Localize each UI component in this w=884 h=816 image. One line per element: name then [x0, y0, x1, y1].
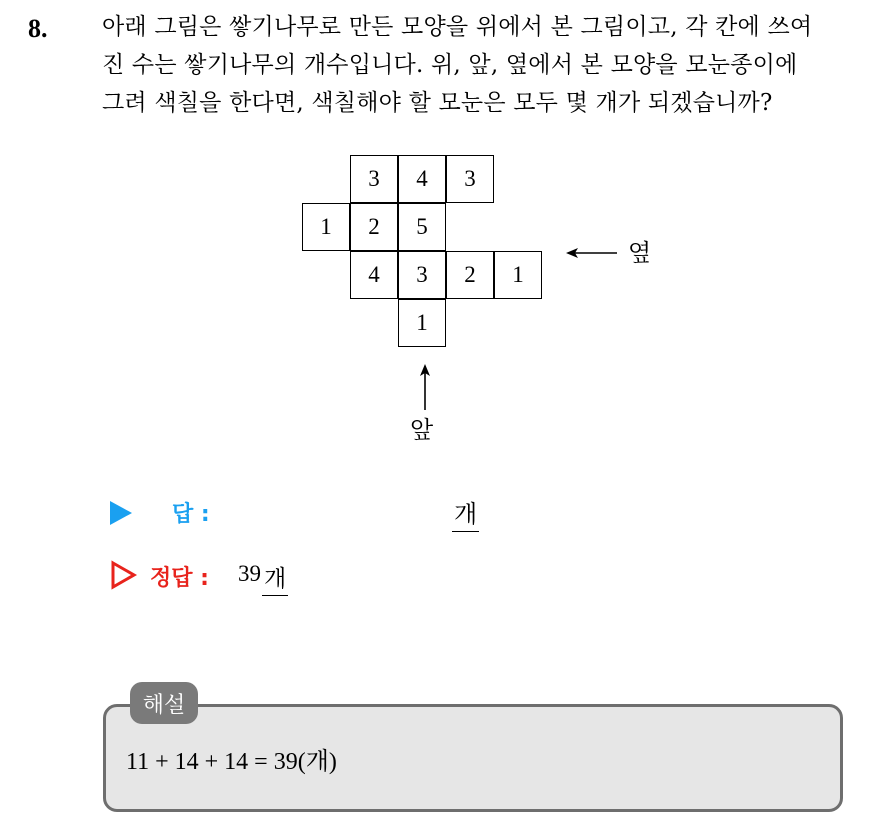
filled-triangle-icon	[110, 501, 132, 525]
grid-cell: 3	[398, 251, 446, 299]
grid-cell: 1	[398, 299, 446, 347]
grid-cell: 1	[302, 203, 350, 251]
answer-label: 답 :	[172, 502, 210, 527]
correct-answer-value: 39	[238, 561, 261, 586]
arrow-left-icon	[566, 248, 617, 258]
explanation-text: 11 + 14 + 14 = 39(개)	[126, 749, 337, 775]
correct-answer-unit: 개	[262, 560, 288, 596]
grid-cell: 5	[398, 203, 446, 251]
front-label: 앞	[410, 416, 434, 444]
question-number: 8.	[28, 14, 48, 43]
grid-cell: 1	[494, 251, 542, 299]
grid-cell: 4	[350, 251, 398, 299]
grid-cell: 3	[350, 155, 398, 203]
side-label: 옆	[628, 239, 652, 267]
grid-cell: 2	[350, 203, 398, 251]
grid-cell: 4	[398, 155, 446, 203]
correct-answer-label: 정답 :	[150, 566, 209, 591]
question-line: 그려 색칠을 한다면, 색칠해야 할 모눈은 모두 몇 개가 되겠습니까?	[102, 90, 773, 116]
question-line: 진 수는 쌓기나무의 개수입니다. 위, 앞, 옆에서 본 모양을 모눈종이에	[102, 52, 798, 78]
outline-triangle-icon	[110, 560, 138, 590]
answer-marker	[110, 496, 132, 530]
arrow-up-icon	[420, 364, 430, 410]
question-line: 아래 그림은 쌓기나무로 만든 모양을 위에서 본 그림이고, 각 칸에 쓰여	[102, 14, 813, 40]
answer-blank[interactable]: 개	[452, 494, 479, 532]
grid-cell: 2	[446, 251, 494, 299]
explanation-tab: 해설	[130, 682, 198, 724]
grid-cell: 3	[446, 155, 494, 203]
